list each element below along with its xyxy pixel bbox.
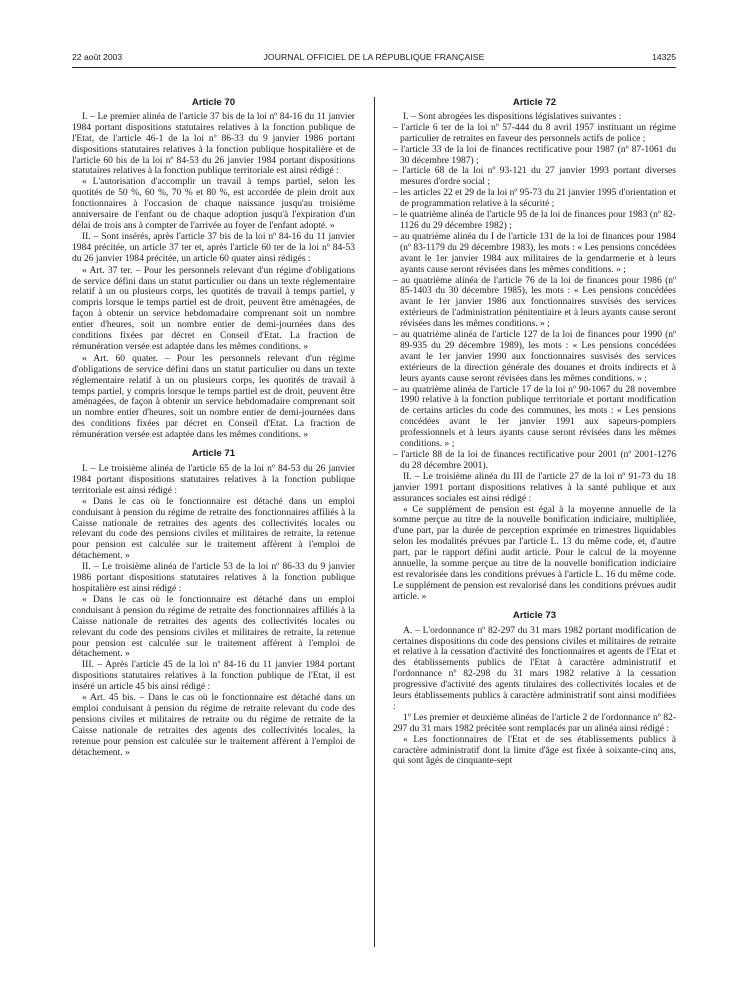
article-71-paragraph: « Dans le cas où le fonctionnaire est détaché dans un emploi conduisant à pension du régime de retraite des fonctionnaires affiliés à la Caisse nationale de retraites des agents des collectivités locales ou relevant du code des pensions civiles et militaires de retraite, la retenue pour pension est calculée sur le traitement afférent à l'emploi de détachement. »: [72, 495, 355, 562]
article-73-paragraph: « Les fonctionnaires de l'Etat et de ses établissements publics à caractère administratif dont la limite d'âge est fixée à soixante-cinq ans, qui sont âgés de cinquante-sept: [393, 733, 676, 767]
article-71-paragraph: « Dans le cas où le fonctionnaire est détaché dans un emploi conduisant à pension du régime de retraite des fonctionnaires affiliés à la Caisse nationale de retraites des agents des collectivités locales ou relevant du code des pensions civiles et militaires de retraite, la retenue pour pension est calculée sur le traitement afférent à l'emploi de détachement. »: [72, 593, 355, 660]
article-71-title: Article 71: [191, 448, 236, 460]
article-70-paragraph: I. – Le premier alinéa de l'article 37 bis de la loi nº 84-16 du 11 janvier 1984 portant dispositions statutaires relatives à la fonction publique de l'Etat, de l'article 46-1 de la loi nº 86-33 du 9 janvier 1986 portant dispositions statutaires relatives à la fonction publique hospitalière et de l'article 60 bis de la loi nº 84-53 du 26 janvier 1984 portant dispositions statutaires relatives à la fonction publique territoriale est ainsi rédigé :: [72, 110, 355, 177]
article-70-title: Article 70: [191, 97, 236, 108]
article-71-paragraph: III. – Après l'article 45 de la loi nº 84-16 du 11 janvier 1984 portant dispositions statutaires relatives à la fonction publique de l'Etat, il est inséré un article 45 bis ainsi rédigé :: [72, 659, 355, 693]
article-72-paragraph: II. – Le troisième alinéa du III de l'article 27 de la loi nº 91-73 du 18 janvier 1991 portant dispositions relatives à la santé publique et aux assurances sociales est ainsi rédigé :: [393, 470, 676, 504]
article-70-paragraph: « L'autorisation d'accomplir un travail à temps partiel, selon les quotités de 50 %, 60 %, 70 % et 80 %, est accordée de plein droit aux fonctionnaires à l'occasion de chaque naissance jusqu'au troisième anniversaire de l'enfant ou de chaque adoption jusqu'à l'expiration d'un délai de trois ans à compter de l'arrivée au foyer de l'enfant adopté. »: [72, 176, 355, 231]
repealed-provisions-list: [393, 123, 676, 472]
journal-title: JOURNAL OFFICIEL DE LA RÉPUBLIQUE FRANÇAISE: [263, 52, 485, 62]
article-70-paragraph: II. – Sont insérés, après l'article 37 bis de la loi nº 84-16 du 11 janvier 1984 précitée, un article 37 ter et, après l'article 60 ter de la loi nº 84-53 du 26 janvier 1984 précitée, un article 60 quater ainsi rédigés :: [72, 230, 355, 264]
list-item: – le quatrième alinéa de l'article 95 de la loi de finances pour 1983 (nº 82-1126 du 29 décembre 1982) ;: [393, 210, 676, 232]
article-70-paragraph: « Art. 60 quater. – Pour les personnels relevant d'un régime d'obligations de service défini dans un statut particulier ou dans un texte réglementaire relatif à un ou plusieurs corps, les quotités de travail à temps partiel, y compris lorsque le temps partiel est de droit, peuvent être aménagées, de façon à obtenir un service hebdomadaire comprenant soit un nombre entier d'heures, soit un nombre entier de demi-journées dans des conditions fixées par décret en Conseil d'Etat. La fraction de rémunération versée est adaptée dans les mêmes conditions. »: [72, 352, 355, 441]
article-73-paragraph: 1º Les premier et deuxième alinéas de l'article 2 de l'ordonnance nº 82-297 du 31 mars 1982 précitée sont remplacés par un alinéa ainsi rédigé :: [393, 711, 676, 734]
article-72-intro: I. – Sont abrogées les dispositions législatives suivantes :: [403, 110, 622, 122]
header-rule: [72, 67, 676, 68]
right-column: [393, 98, 676, 767]
article-71-paragraph: I. – Le troisième alinéa de l'article 65 de la loi nº 84-53 du 26 janvier 1984 portant dispositions statutaires relatives à la fonction publique territoriale est ainsi rédigé :: [72, 463, 355, 496]
list-item: – l'article 33 de la loi de finances rectificative pour 1987 (nº 87-1061 du 30 décembre 1987) ;: [393, 145, 676, 167]
article-73-paragraph: A. – L'ordonnance nº 82-297 du 31 mars 1982 portant modification de certaines dispositions du code des pensions civiles et militaires de retraite et relative à la cessation d'activité des fonctionnaires et agents de l'Etat et des établissements publics de l'Etat à caractère administratif et l'ordonnance nº 82-298 du 31 mars 1982 relative à la cessation progressive d'activité des agents titulaires des collectivités locales et de leurs établissements publics à caractère administratif sont ainsi modifiées :: [393, 624, 676, 712]
list-item: – au quatrième alinéa du I de l'article 131 de la loi de finances pour 1984 (nº 83-1179 du 29 décembre 1983), les mots : « Les pensions concédées avant le 1er janvier 1984 aux militaires de la gendarmerie et à leurs ayants cause seront révisées dans les mêmes conditions. » ;: [393, 232, 676, 276]
column-divider: [374, 97, 375, 947]
left-column: [72, 98, 355, 758]
article-72-title: Article 72: [512, 97, 557, 108]
article-71-paragraph: II. – Le troisième alinéa de l'article 53 de la loi nº 86-33 du 9 janvier 1986 portant dispositions statutaires relatives à la fonction publique hospitalière est ainsi rédigé :: [72, 561, 355, 594]
list-item: – l'article 88 de la loi de finances rectificative pour 2001 (nº 2001-1276 du 28 décembre 2001).: [393, 450, 676, 472]
list-item: – au quatrième alinéa de l'article 76 de la loi de finances pour 1986 (nº 85-1403 du 30 décembre 1985), les mots : « Les pensions concédées avant le 1er janvier 1986 aux fonctionnaires susvisés des services extérieurs de l'administration pénitentiaire et à leurs ayants cause seront révisées dans les mêmes conditions. » ;: [393, 276, 676, 331]
article-70-paragraph: « Art. 37 ter. – Pour les personnels relevant d'un régime d'obligations de service défini dans un statut particulier ou dans un texte réglementaire relatif à un ou plusieurs corps, les quotités de travail à temps partiel, y compris lorsque le temps partiel est de droit, peuvent être aménagées, de façon à obtenir un service hebdomadaire comprenant soit un nombre entier d'heures, soit un nombre entier de demi-journées dans des conditions fixées par décret en Conseil d'Etat. La fraction de rémunération versée est adaptée dans les mêmes conditions. »: [72, 264, 355, 352]
page-header: [72, 52, 676, 68]
list-item: – au quatrième alinéa de l'article 127 de la loi de finances pour 1990 (nº 89-935 du 29 décembre 1989), les mots : « Les pensions concédées avant le 1er janvier 1990 aux fonctionnaires susvisés des services extérieurs de la direction générale des douanes et droits indirects et à leurs ayants cause seront révisées dans les mêmes conditions. » ;: [393, 330, 676, 385]
list-item: – les articles 22 et 29 de la loi nº 95-73 du 21 janvier 1995 d'orientation et de programmation relative à la sécurité ;: [393, 188, 676, 210]
list-item: – l'article 6 ter de la loi nº 57-444 du 8 avril 1957 instituant un régime particulier de retraites en faveur des personnels actifs de police ;: [393, 123, 676, 145]
article-73-title: Article 73: [512, 609, 557, 621]
list-item: – l'article 68 de la loi nº 93-121 du 27 janvier 1993 portant diverses mesures d'ordre social ;: [393, 166, 676, 188]
list-item: – au quatrième alinéa de l'article 17 de la loi nº 90-1067 du 28 novembre 1990 relative à la fonction publique territoriale et portant modification de certains articles du code des communes, les mots : « Les pensions concédées avant le 1er janvier 1991 aux sapeurs-pompiers professionnels et à leurs ayants cause seront révisées dans les mêmes conditions. » ;: [393, 385, 676, 450]
page-number: 14325: [652, 52, 676, 62]
article-71-paragraph: « Art. 45 bis. – Dans le cas où le fonctionnaire est détaché dans un emploi conduisant à pension du régime de retraite relevant du code des pensions civiles et militaires de retraite ou du régime de retraite de la Caisse nationale de retraites des agents des collectivités locales, la retenue pour pension est calculée sur le traitement afférent à l'emploi de détachement. »: [72, 692, 355, 758]
article-72-paragraph: « Ce supplément de pension est égal à la moyenne annuelle de la somme perçue au titre de la nouvelle bonification indiciaire, multipliée, d'une part, par la durée de perception exprimée en trimestres liquidables selon les modalités prévues par l'article L. 13 du même code, et, d'autre part, par le rapport défini audit article. Pour le calcul de la moyenne annuelle, la somme perçue au titre de la nouvelle bonification indiciaire est revalorisée dans les conditions prévues à l'article L. 16 du même code. Le supplément de pension est revalorisé dans les conditions prévues audit article. »: [393, 503, 676, 602]
header-date: 22 août 2003: [72, 52, 123, 62]
